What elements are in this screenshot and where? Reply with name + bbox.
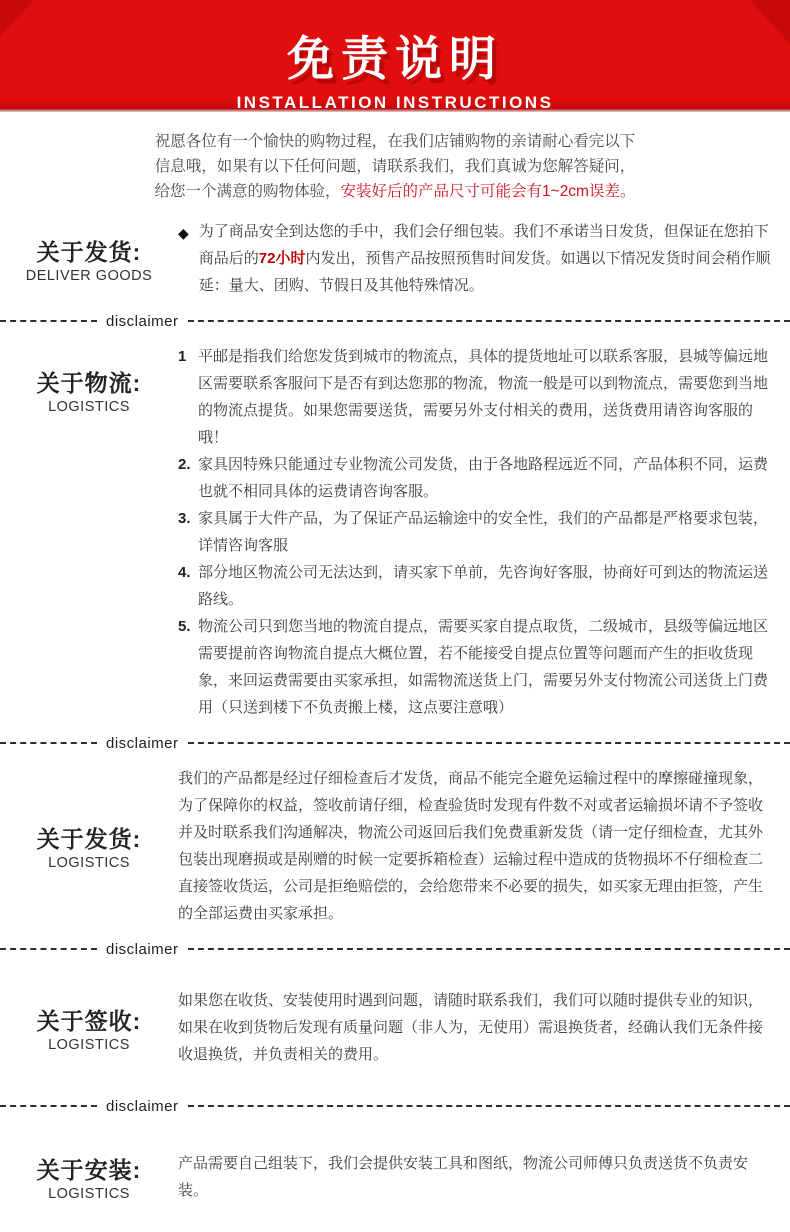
shipping-text [199, 218, 774, 299]
section-shipping [0, 212, 790, 305]
divider-dash-right [188, 948, 790, 950]
logistics-item-3-num: 3. [178, 510, 191, 528]
section-inspection-label [0, 821, 178, 871]
divider-dash-right [188, 742, 790, 744]
logistics-item-1 [178, 343, 774, 451]
intro-paragraph [0, 112, 790, 212]
page-subtitle: INSTALLATION INSTRUCTIONS [236, 93, 554, 112]
section-inspection [0, 759, 790, 933]
logistics-item-5 [178, 613, 774, 721]
logistics-item-3 [178, 505, 774, 559]
divider-label: disclaimer [106, 940, 179, 958]
intro-line-2: 信息哦，如果有以下任何问题，请联系我们，我们真诚为您解答疑问， [154, 158, 636, 176]
section-logistics [0, 337, 790, 727]
section-receipt-subtitle: LOGISTICS [48, 1036, 130, 1053]
divider-dash-left [0, 948, 97, 950]
section-receipt-title: 关于签收: [36, 1007, 142, 1034]
section-installation-body: 产品需要自己组装下，我们会提供安装工具和图纸，物流公司师傅只负责送货不负责安装。 [178, 1155, 749, 1200]
page-title: 免责说明 [287, 32, 503, 85]
section-receipt [0, 965, 790, 1090]
section-logistics-body [178, 343, 790, 721]
divider-disclaimer-1 [0, 312, 790, 330]
section-logistics-subtitle: LOGISTICS [48, 399, 130, 416]
logistics-item-5-text: 物流公司只到您当地的物流自提点，需要买家自提点取货，二级城市，县级等偏远地区需要提前咨询物流自提点大概位置，若不能接受自提点位置等问题而产生的拒收货现象，来回运费需要由买家承担，如需物流送货上门，需要另外支付物流公司送货上门费用（只送到楼下不负责搬上楼，这点要注意哦） [198, 618, 769, 717]
header-banner [0, 0, 790, 112]
divider-disclaimer-3 [0, 940, 790, 958]
logistics-item-2 [178, 451, 774, 505]
diamond-bullet-icon: ◆ [178, 225, 189, 242]
divider-dash-left [0, 742, 97, 744]
section-logistics-label [0, 343, 178, 415]
intro-size-tolerance-note: 安装好后的产品尺寸可能会有1~2cm误差。 [340, 183, 636, 201]
section-inspection-body: 我们的产品都是经过仔细检查后才发货，商品不能完全避免运输过程中的摩擦碰撞现象，为了保障你的权益，签收前请仔细，检查验货时发现有件数不对或者运输损坏请不予签收并及时联系我们沟通解决，物流公司返回后我们免费重新发货（请一定仔细检查，尤其外包装出现磨损或是剐赠的时候一定要拆箱检查）运输过程中造成的货物损坏不仔细检查二直接签收货运，公司是拒绝赔偿的，会给您带来不必要的损失，如买家无理由拒签，产生的全部运费由买家承担。 [178, 770, 764, 923]
divider-label: disclaimer [106, 312, 179, 330]
section-shipping-body [178, 218, 790, 299]
divider-dash-left [0, 1105, 97, 1107]
shipping-text-post: 内发出，预售产品按照预售时间发货。如遇以下情况发货时间会稍作顺延：量大、团购、节假日及其他特殊情况。 [198, 250, 771, 295]
intro-line-3-plain: 给您一个满意的购物体验， [154, 183, 341, 201]
logistics-item-4-num: 4. [178, 564, 191, 582]
shipping-bullet-row [178, 218, 774, 299]
logistics-item-4 [178, 559, 774, 613]
divider-dash-left [0, 320, 97, 322]
section-shipping-label [0, 234, 178, 284]
divider-disclaimer-2 [0, 734, 790, 752]
divider-dash-right [188, 320, 790, 322]
section-inspection-title: 关于发货: [36, 826, 142, 853]
intro-line-1: 祝愿各位有一个愉快的购物过程，在我们店铺购物的亲请耐心看完以下 [154, 133, 636, 150]
shipping-text-pre: 为了商品安全到达您的手中，我们会仔细包装。我们不承诺当日发货，但保证在您拍下商品后的 [198, 223, 769, 268]
logistics-item-3-text: 家具属于大件产品，为了保证产品运输途中的安全性，我们的产品都是严格要求包装，详情咨询客服 [198, 510, 769, 555]
section-inspection-subtitle: LOGISTICS [48, 855, 130, 872]
divider-label: disclaimer [106, 734, 179, 752]
logistics-item-5-num: 5. [178, 618, 191, 636]
section-installation [0, 1122, 790, 1232]
divider-label: disclaimer [106, 1097, 179, 1115]
intro-line-3 [70, 179, 720, 204]
section-logistics-title: 关于物流: [36, 370, 142, 397]
section-shipping-subtitle: DELIVER GOODS [25, 267, 153, 284]
shipping-72h-highlight: 72小时 [258, 250, 306, 268]
section-receipt-body: 如果您在收货、安装使用时遇到问题，请随时联系我们，我们可以随时提供专业的知识，如果在收到货物后发现有质量问题（非人为，无使用）需退换货者，经确认我们无条件接收退换货，并负责相关的费用。 [178, 992, 764, 1064]
section-receipt-label [0, 1003, 178, 1053]
divider-dash-right [188, 1105, 790, 1107]
logistics-item-2-num: 2. [178, 456, 191, 474]
divider-disclaimer-4 [0, 1097, 790, 1115]
section-installation-title: 关于安装: [36, 1157, 142, 1184]
logistics-item-2-text: 家具因特殊只能通过专业物流公司发货，由于各地路程远近不同，产品体积不同，运费也就不相同具体的运费请咨询客服。 [198, 456, 769, 501]
logistics-item-1-num: 1 [178, 348, 187, 366]
section-installation-subtitle: LOGISTICS [48, 1186, 130, 1203]
logistics-item-4-text: 部分地区物流公司无法达到，请买家下单前，先咨询好客服，协商好可到达的物流运送路线。 [198, 564, 769, 609]
logistics-item-1-text: 平邮是指我们给您发货到城市的物流点，具体的提货地址可以联系客服，县城等偏远地区需要联系客服问下是否有到达您那的物流，物流一般是可以到物流点，需要您到当地的物流点提货。如果您需要送货，需要另外支付相关的费用，送货费用请咨询客服的哦！ [198, 348, 769, 447]
section-installation-label [0, 1152, 178, 1202]
section-shipping-title: 关于发货: [36, 238, 142, 265]
